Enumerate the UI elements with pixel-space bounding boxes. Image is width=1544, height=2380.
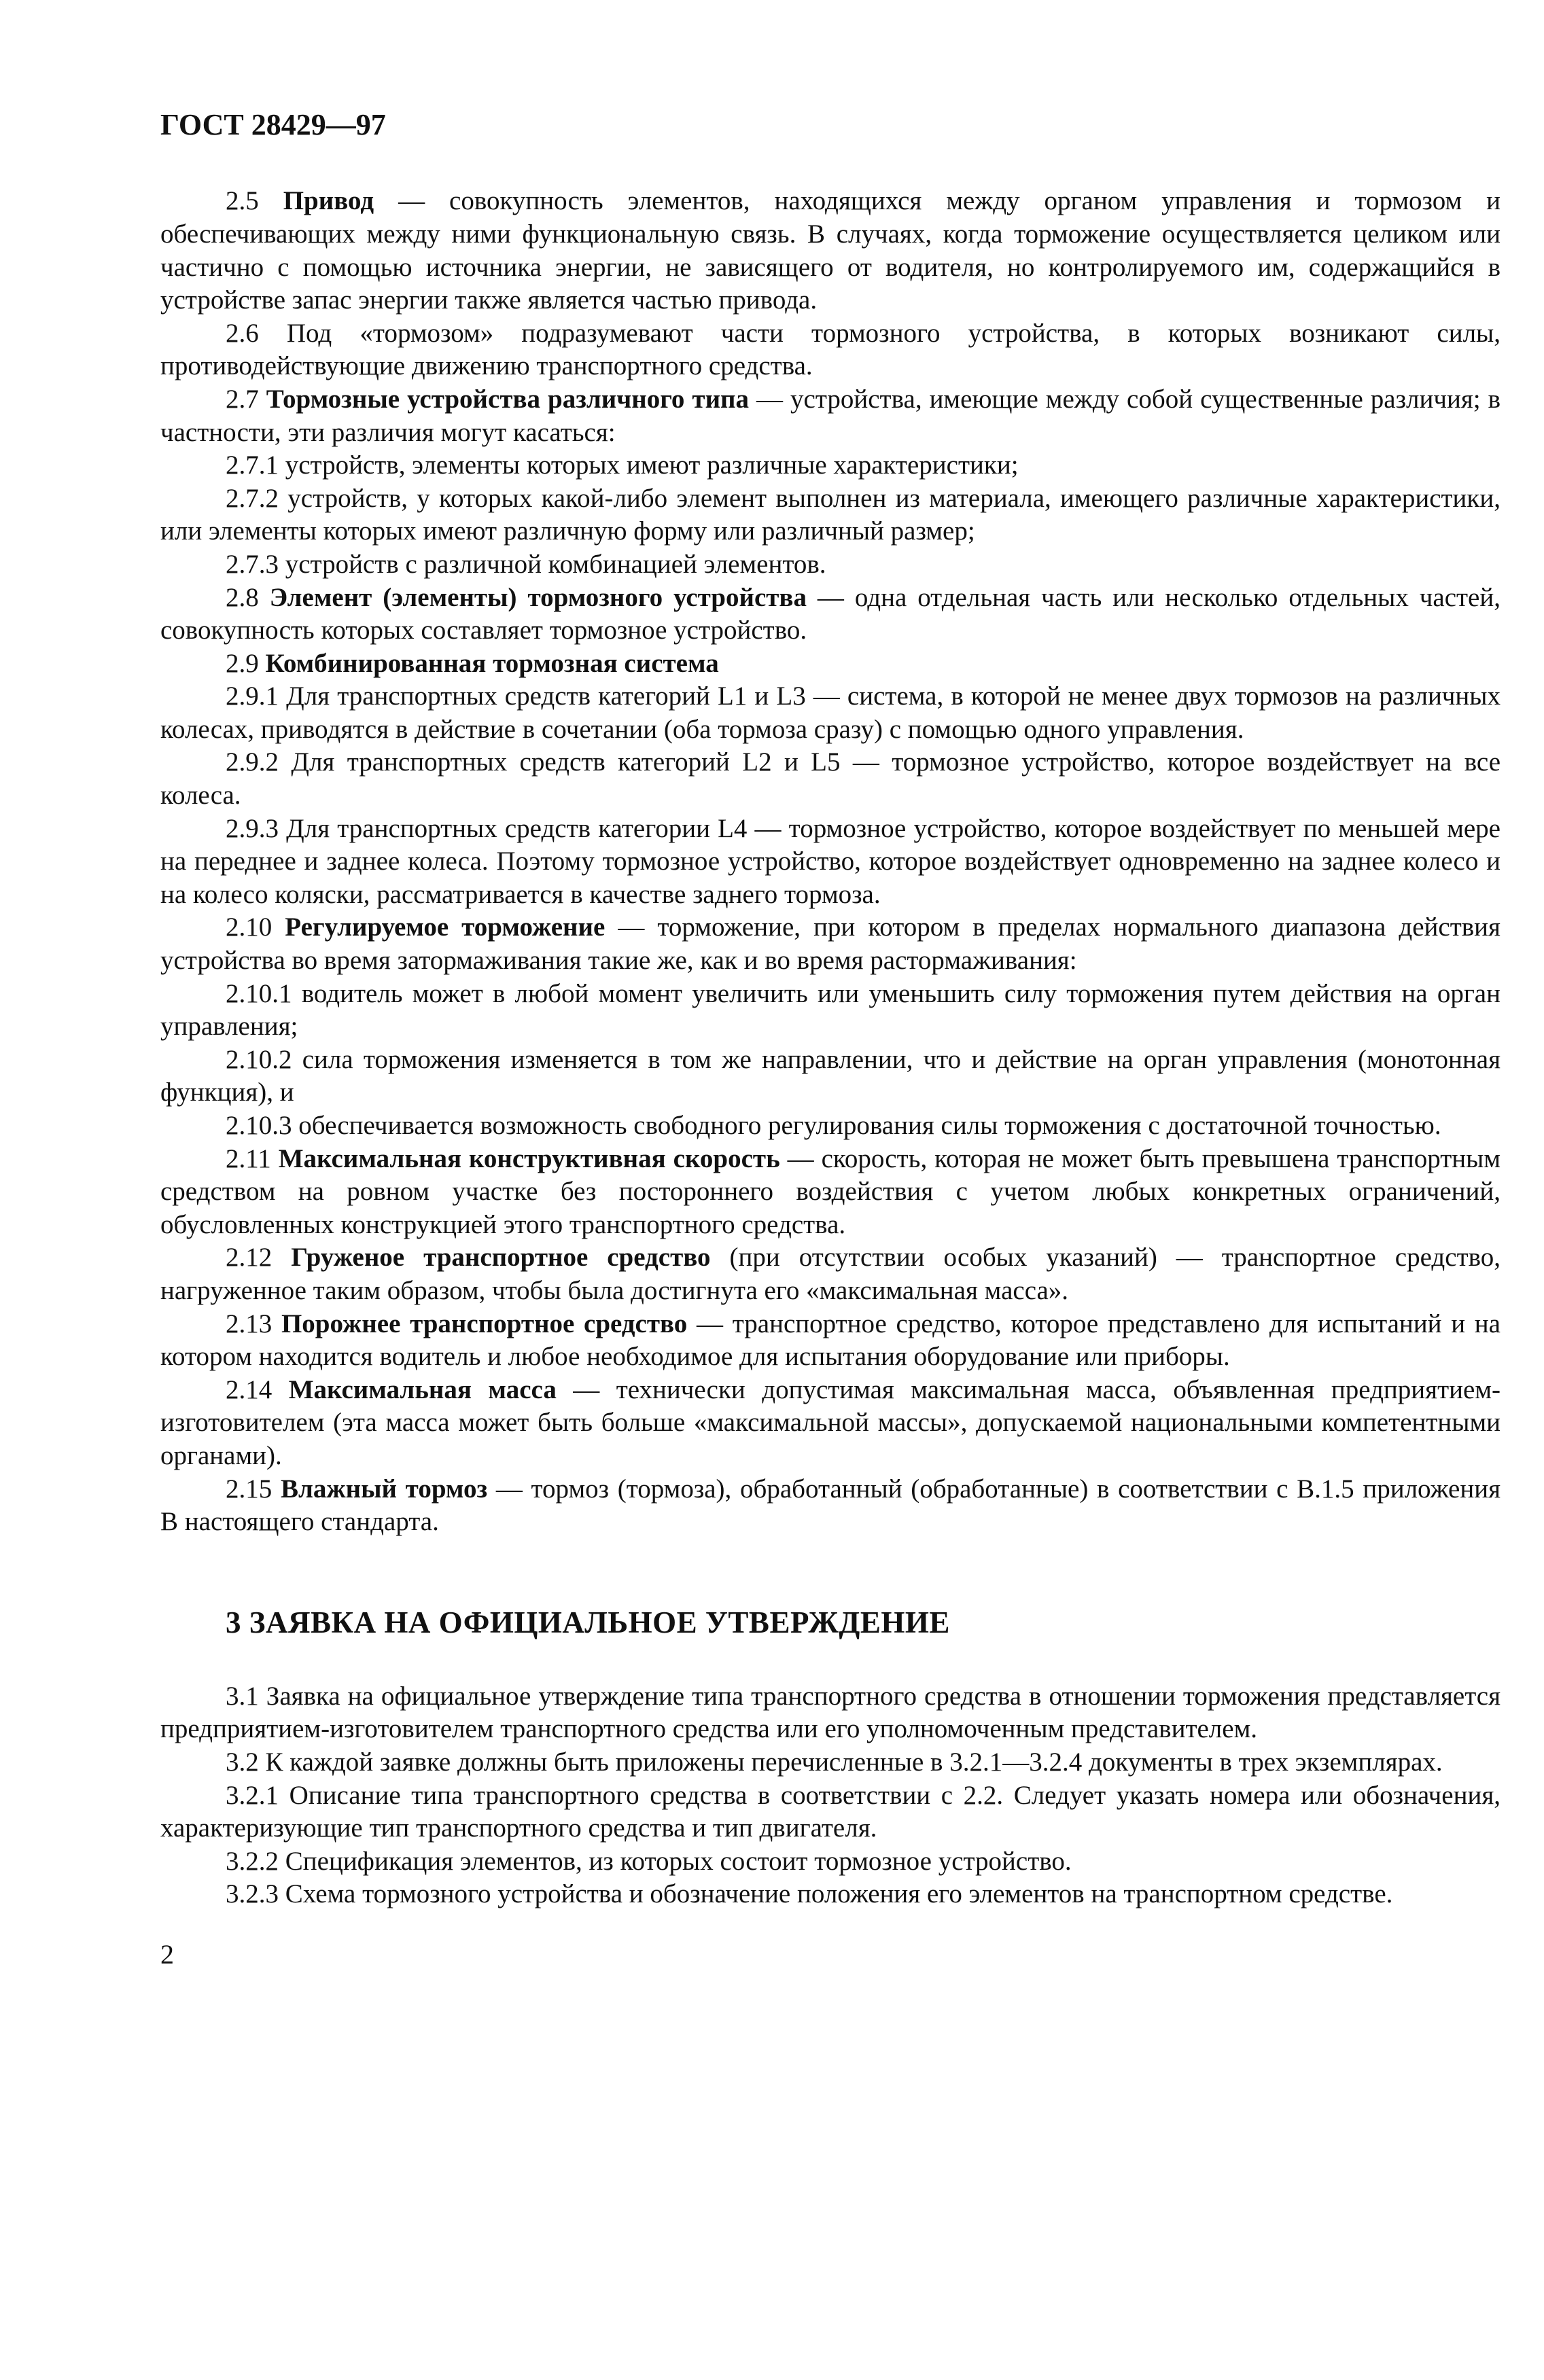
- term: Привод: [283, 186, 374, 216]
- paragraph-number: 3.2.2: [226, 1846, 279, 1876]
- definitions-section: [160, 185, 1501, 1538]
- paragraph-text: Для транспортных средств категорий L2 и L5 — тормозное устройство, которое воздействует на все колеса.: [160, 747, 1501, 811]
- paragraph-text: — скорость, которая не может быть превышена транспортным средством на ровном участке без постороннего воздействия с учетом любых конкретных ограничений, обусловленных конструкцией этого транспортного средства.: [160, 1143, 1501, 1239]
- paragraph-number: 2.10: [226, 912, 273, 942]
- paragraph-text: — технически допустимая максимальная масса, объявленная предприятием-изготовителем (эта масса может быть больше «максимальной массы», допускаемой национальными компетентными органами).: [160, 1374, 1501, 1470]
- term: Комбинированная тормозная система: [265, 648, 719, 678]
- section-3-title: 3 ЗАЯВКА НА ОФИЦИАЛЬНОЕ УТВЕРЖДЕНИЕ: [226, 1605, 950, 1639]
- paragraph-2-9-2: [160, 746, 1501, 812]
- paragraph-3-2-3: [160, 1878, 1501, 1911]
- paragraph-number: 2.10.1: [226, 978, 292, 1008]
- paragraph-number: 2.9.2: [226, 747, 279, 777]
- paragraph-text: — совокупность элементов, находящихся между органом управления и тормозом и обеспечивающих между ними функциональную связь. В случаях, когда торможение осуществляется целиком или частично с помощью источника энергии, не зависящего от водителя, но контролируемого им, содержащийся в устройстве запас энергии также является частью привода.: [160, 186, 1501, 315]
- document-header: ГОСТ 28429—97: [160, 108, 386, 141]
- term: Максимальная конструктивная скорость: [278, 1143, 780, 1173]
- paragraph-2-6: [160, 317, 1501, 383]
- paragraph-number: 2.7.2: [226, 483, 279, 513]
- paragraph-2-10-1: [160, 978, 1501, 1044]
- paragraph-number: 2.9: [226, 648, 259, 678]
- paragraph-text: устройств с различной комбинацией элементов.: [285, 549, 826, 579]
- paragraph-2-14: [160, 1374, 1501, 1473]
- paragraph-2-10-3: [160, 1109, 1501, 1143]
- paragraph-2-9-3: [160, 813, 1501, 912]
- paragraph-2-10: [160, 911, 1501, 977]
- paragraph-number: 2.7.3: [226, 549, 279, 579]
- paragraph-text: Заявка на официальное утверждение типа транспортного средства в отношении торможения представляется предприятием-изготовителем транспортного средства или его уполномоченным представителем.: [160, 1681, 1501, 1744]
- paragraph-text: обеспечивается возможность свободного регулирования силы торможения с достаточной точностью.: [298, 1111, 1441, 1141]
- paragraph-2-7-3: [160, 548, 1501, 582]
- paragraph-text: К каждой заявке должны быть приложены перечисленные в 3.2.1—3.2.4 документы в трех экземплярах.: [265, 1747, 1443, 1777]
- paragraph-number: 3.2.3: [226, 1879, 279, 1909]
- paragraph-text: — тормоз (тормоза), обработанный (обработанные) в соответствии с В.1.5 приложения В настоящего стандарта.: [160, 1474, 1501, 1537]
- paragraph-2-12: [160, 1241, 1501, 1307]
- paragraph-number: 3.1: [226, 1681, 259, 1711]
- paragraph-text: устройств, у которых какой-либо элемент выполнен из материала, имеющего различные характеристики, или элементы которых имеют различную форму или различный размер;: [160, 483, 1501, 546]
- paragraph-number: 3.2.1: [226, 1780, 279, 1810]
- paragraph-2-5: [160, 185, 1501, 317]
- paragraph-text: Для транспортных средств категорий L1 и L3 — система, в которой не менее двух тормозов на различных колесах, приводятся в действие в сочетании (оба тормоза сразу) с помощью одного управления.: [160, 681, 1501, 744]
- paragraph-number: 3.2: [226, 1747, 259, 1777]
- paragraph-text: устройств, элементы которых имеют различные характеристики;: [285, 450, 1019, 480]
- paragraph-number: 2.11: [226, 1143, 271, 1173]
- paragraph-text: водитель может в любой момент увеличить или уменьшить силу торможения путем действия на орган управления;: [160, 978, 1501, 1042]
- paragraph-3-2: [160, 1746, 1501, 1779]
- paragraph-text: — транспортное средство, которое представлено для испытаний и на котором находится водитель и любое необходимое для испытания оборудование или приборы.: [160, 1309, 1501, 1372]
- paragraph-2-15: [160, 1473, 1501, 1539]
- paragraph-number: 2.9.3: [226, 813, 279, 843]
- paragraph-text: сила торможения изменяется в том же направлении, что и действие на орган управления (монотонная функция), и: [160, 1044, 1501, 1107]
- paragraph-number: 2.8: [226, 582, 259, 612]
- paragraph-2-9-1: [160, 680, 1501, 746]
- term: Тормозные устройства различного типа: [266, 384, 750, 414]
- term: Элемент (элементы) тормозного устройства: [269, 582, 807, 612]
- paragraph-2-9: [160, 647, 1501, 681]
- paragraph-3-2-2: [160, 1845, 1501, 1879]
- paragraph-text: Описание типа транспортного средства в соответствии с 2.2. Следует указать номера или обозначения, характеризующие тип транспортного средства и тип двигателя.: [160, 1780, 1501, 1843]
- paragraph-text: Для транспортных средств категории L4 — тормозное устройство, которое воздействует по меньшей мере на переднее и заднее колеса. Поэтому тормозное устройство, которое воздействует одновременно на заднее колесо и на колесо коляски, рассматривается в качестве заднего тормоза.: [160, 813, 1501, 909]
- paragraph-number: 2.15: [226, 1474, 273, 1504]
- paragraph-text: — торможение, при котором в пределах нормального диапазона действия устройства во время затормаживания такие же, как и во время растормаживания:: [160, 912, 1501, 976]
- paragraph-number: 2.10.2: [226, 1044, 292, 1074]
- paragraph-2-7-2: [160, 482, 1501, 548]
- paragraph-2-13: [160, 1308, 1501, 1374]
- document-page: [160, 109, 1501, 1970]
- paragraph-2-7: [160, 383, 1501, 449]
- paragraph-number: 2.5: [226, 186, 259, 216]
- paragraph-2-8: [160, 582, 1501, 647]
- term: Влажный тормоз: [280, 1474, 488, 1504]
- application-section: [160, 1680, 1501, 1911]
- paragraph-number: 2.13: [226, 1309, 273, 1338]
- paragraph-number: 2.12: [226, 1243, 273, 1273]
- paragraph-text: Схема тормозного устройства и обозначение положения его элементов на транспортном средстве.: [285, 1879, 1393, 1909]
- paragraph-3-2-1: [160, 1779, 1501, 1845]
- paragraph-text: Под «тормозом» подразумевают части тормозного устройства, в которых возникают силы, противодействующие движению транспортного средства.: [160, 318, 1501, 381]
- paragraph-number: 2.7.1: [226, 450, 279, 480]
- term: Регулируемое торможение: [285, 912, 606, 942]
- paragraph-text: Спецификация элементов, из которых состоит тормозное устройство.: [285, 1846, 1072, 1876]
- paragraph-2-7-1: [160, 449, 1501, 482]
- page-number: 2: [160, 1938, 174, 1970]
- paragraph-number: 2.7: [226, 384, 259, 414]
- term: Максимальная масса: [288, 1374, 557, 1404]
- paragraph-text: (при отсутствии особых указаний) — транспортное средство, нагруженное таким образом, чтобы была достигнута его «максимальная масса».: [160, 1243, 1501, 1305]
- paragraph-number: 2.14: [226, 1374, 273, 1404]
- paragraph-text: — одна отдельная часть или несколько отдельных частей, совокупность которых составляет тормозное устройство.: [160, 582, 1501, 645]
- paragraph-number: 2.10.3: [226, 1111, 292, 1141]
- paragraph-3-1: [160, 1680, 1501, 1746]
- paragraph-number: 2.9.1: [226, 681, 279, 711]
- term: Порожнее транспортное средство: [281, 1309, 688, 1338]
- paragraph-2-10-2: [160, 1044, 1501, 1109]
- paragraph-2-11: [160, 1143, 1501, 1242]
- paragraph-text: — устройства, имеющие между собой существенные различия; в частности, эти различия могут касаться:: [160, 384, 1501, 447]
- paragraph-number: 2.6: [226, 318, 259, 348]
- term: Груженое транспортное средство: [291, 1243, 711, 1273]
